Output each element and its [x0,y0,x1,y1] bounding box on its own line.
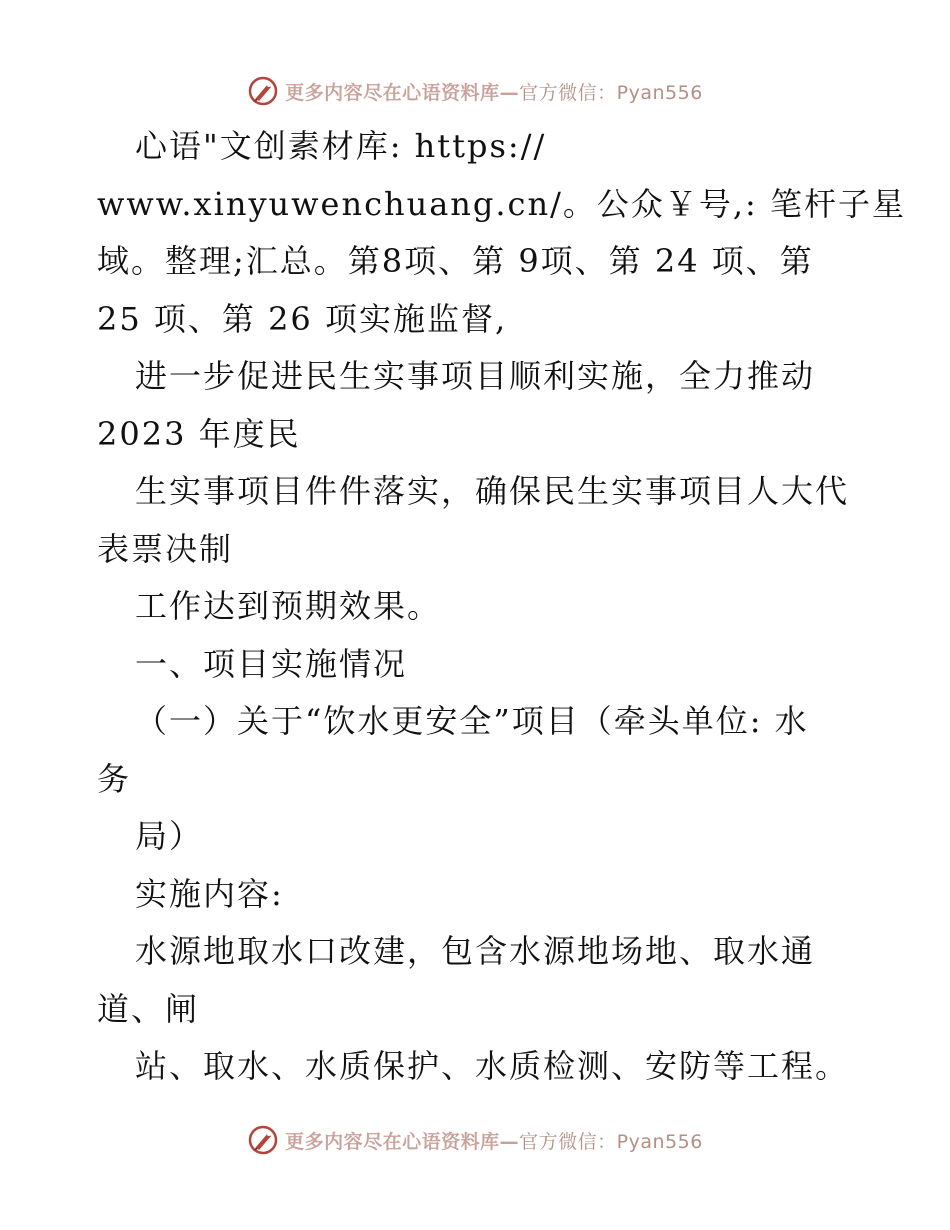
text-line: 道、闸 [97,989,200,1028]
banner-wechat: 官方微信：Pyan556 [519,1130,703,1153]
banner-dash: — [499,1130,520,1153]
text-line: 水源地取水口改建，包含水源地场地、取水通 [135,932,816,970]
text-line: 实施内容: [135,874,284,913]
text-line: 心语"文创素材库: https:// [135,127,547,165]
text-line: 表票决制 [97,529,234,568]
banner-text [285,1127,703,1154]
banner-slogan: 更多内容尽在心语资料库 [285,81,500,104]
text-line: 一、项目实施情况 [135,644,408,683]
header-watermark-banner [0,71,950,111]
text-line: 局） [135,817,204,855]
banner-slogan: 更多内容尽在心语资料库 [285,1130,500,1153]
text-line: 2023 年度民 [97,414,301,453]
text-line: 域。整理;汇总。第8项、第 9项、第 24 项、第 [97,242,814,280]
text-line: 工作达到预期效果。 [135,587,442,625]
banner-text [285,78,703,105]
footer-watermark-banner [0,1120,950,1160]
pen-logo-icon [247,1124,279,1156]
banner-wechat: 官方微信：Pyan556 [519,81,703,104]
text-line: www.xinyuwenchuang.cn/。公众￥号,: 笔杆子星 [97,184,906,223]
text-line: 生实事项目件件落实，确保民生实事项目人大代 [135,472,850,510]
text-line: （一）关于“饮水更安全”项目（牵头单位: 水 [135,702,809,740]
document-body [97,118,906,1096]
banner-dash: — [499,81,520,104]
text-line: 25 项、第 26 项实施监督, [97,299,508,338]
pen-logo-icon [247,75,279,107]
text-line: 进一步促进民生实事项目顺利实施，全力推动 [135,357,816,395]
text-line: 务 [97,759,132,798]
text-line: 站、取水、水质保护、水质检测、安防等工程。 [135,1047,850,1085]
